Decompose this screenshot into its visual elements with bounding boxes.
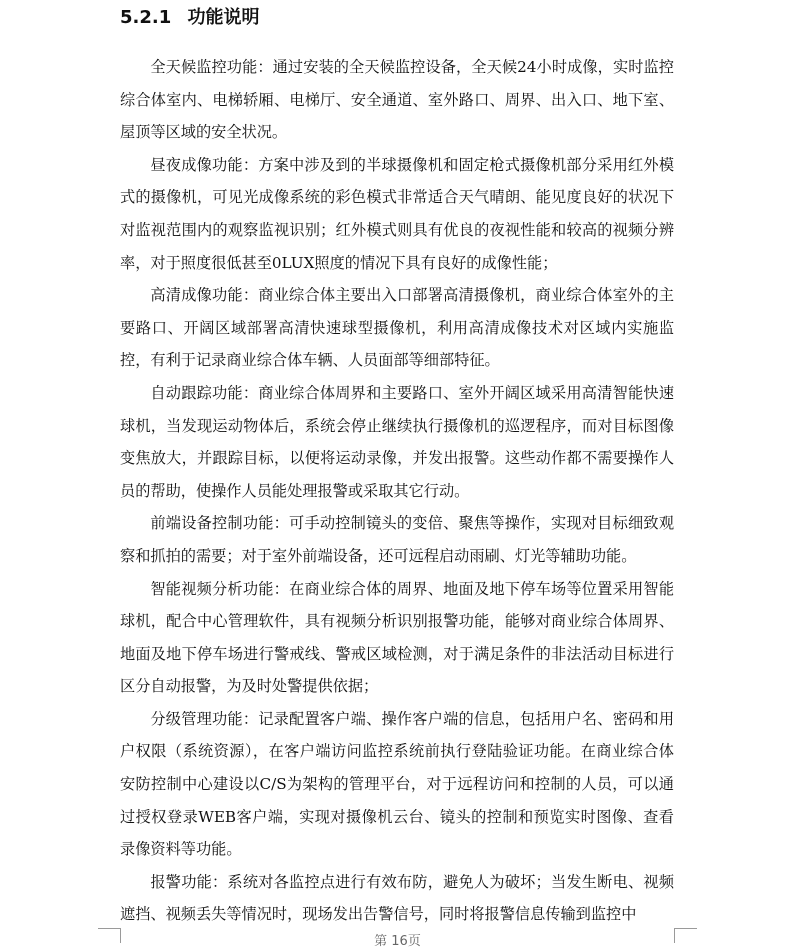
paragraph: 全天候监控功能：通过安装的全天候监控设备，全天候24小时成像，实时监控综合体室内、电梯轿厢、电梯厅、安全通道、室外路口、周界、出入口、地下室、屋顶等区域的安全状况。 [120,58,674,142]
crop-mark [675,928,697,929]
crop-mark [98,928,120,929]
body-text [120,51,674,931]
paragraph: 智能视频分析功能：在商业综合体的周界、地面及地下停车场等位置采用智能球机，配合中心管理软件，具有视频分析识别报警功能，能够对商业综合体周界、地面及地下停车场进行警戒线、警戒区域检测，对于满足条件的非法活动目标进行区分自动报警，为及时处警提供依据； [120,579,674,696]
paragraph: 报警功能：系统对各监控点进行有效布防，避免人为破坏；当发生断电、视频遮挡、视频丢失等情况时，现场发出告警信号，同时将报警信息传输到监控中 [120,872,674,924]
paragraph: 分级管理功能：记录配置客户端、操作客户端的信息，包括用户名、密码和用户权限（系统资源），在客户端访问监控系统前执行登陆验证功能。在商业综合体安防控制中心建设以C/S为架构的管理平台，对于远程访问和控制的人员，可以通过授权登录WEB客户端，实现对摄像机云台、镜头的控制和预览实时图像、查看录像资料等功能。 [120,709,674,859]
paragraph: 昼夜成像功能：方案中涉及到的半球摄像机和固定枪式摄像机部分采用红外模式的摄像机，可见光成像系统的彩色模式非常适合天气晴朗、能见度良好的状况下对监视范围内的观察监视识别；红外模式则具有优良的夜视性能和较高的视频分辨率，对于照度很低甚至0LUX照度的情况下具有良好的成像性能； [120,155,674,272]
paragraph: 前端设备控制功能：可手动控制镜头的变倍、聚焦等操作，实现对目标细致观察和抓拍的需要；对于室外前端设备，还可远程启动雨刷、灯光等辅助功能。 [120,514,674,565]
section-heading [120,4,260,32]
paragraph: 高清成像功能：商业综合体主要出入口部署高清摄像机，商业综合体室外的主要路口、开阔区域部署高清快速球型摄像机，利用高清成像技术对区域内实施监控，有利于记录商业综合体车辆、人员面部等细部特征。 [120,286,674,370]
paragraph: 自动跟踪功能：商业综合体周界和主要路口、室外开阔区域采用高清智能快速球机，当发现运动物体后，系统会停止继续执行摄像机的巡逻程序，而对目标图像变焦放大，并跟踪目标，以便将运动录像，并发出报警。这些动作都不需要操作人员的帮助，使操作人员能处理报警或采取其它行动。 [120,383,674,500]
section-number: 5.2.1 [120,7,172,28]
section-title: 功能说明 [187,7,260,28]
page-number: 第 16页 [374,934,421,949]
